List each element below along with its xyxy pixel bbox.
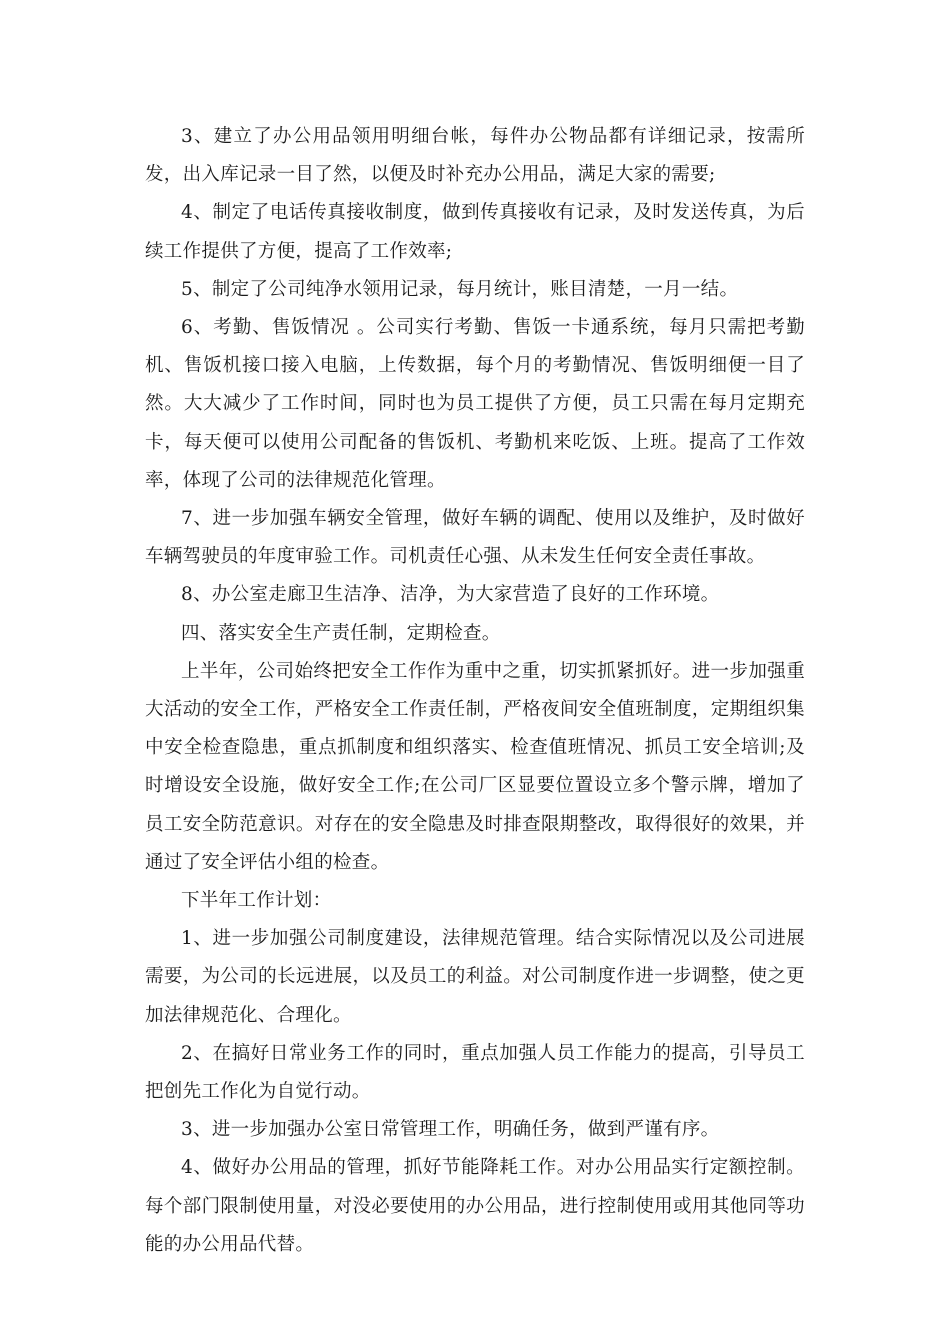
paragraph-item-7-vehicles: 7、进一步加强车辆安全管理，做好车辆的调配、使用以及维护，及时做好车辆驾驶员的年度审验工作。司机责任心强、从未发生任何安全责任事故。 xyxy=(145,508,805,568)
plan-item-2: 2、在搞好日常业务工作的同时，重点加强人员工作能力的提高，引导员工把创先工作化为自觉行动。 xyxy=(145,1042,805,1103)
plan-item-1: 1、进一步加强公司制度建设，法律规范管理。结合实际情况以及公司进展需要，为公司的长远进展，以及员工的利益。对公司制度作进一步调整，使之更加法律规范化、合理化。 xyxy=(145,928,805,1026)
paragraph-item-4-fax: 4、制定了电话传真接收制度，做到传真接收有记录，及时发送传真，为后续工作提供了方便，提高了工作效率; xyxy=(145,202,805,262)
paragraph-item-6-attendance: 6、考勤、售饭情况 。公司实行考勤、售饭一卡通系统，每月只需把考勤机、售饭机接口接入电脑，上传数据，每个月的考勤情况、售饭明细便一目了然。大大减少了工作时间，同时也为员工提供了方便，员工只需在每月定期充卡，每天便可以使用公司配备的售饭机、考勤机来吃饭、上班。提高了工作效率，体现了公司的法律规范化管理。 xyxy=(145,317,805,491)
paragraph-item-8-hygiene: 8、办公室走廊卫生洁净、洁净，为大家营造了良好的工作环境。 xyxy=(181,584,720,606)
plan-item-4: 4、做好办公用品的管理，抓好节能降耗工作。对办公用品实行定额控制。每个部门限制使用量，对没必要使用的办公用品，进行控制使用或用其他同等功能的办公用品代替。 xyxy=(145,1157,805,1255)
document-body xyxy=(145,118,805,1264)
section-heading-plan: 下半年工作计划： xyxy=(181,890,332,912)
paragraph-item-5-water: 5、制定了公司纯净水领用记录，每月统计，账目清楚，一月一结。 xyxy=(181,278,739,300)
paragraph-safety-summary: 上半年，公司始终把安全工作作为重中之重，切实抓紧抓好。进一步加强重大活动的安全工作，严格安全工作责任制，严格夜间安全值班制度，定期组织集中安全检查隐患，重点抓制度和组织落实、检查值班情况、抓员工安全培训;及时增设安全设施，做好安全工作;在公司厂区显要位置设立多个警示牌，增加了员工安全防范意识。对存在的安全隐患及时排查限期整改，取得很好的效果，并通过了安全评估小组的检查。 xyxy=(145,660,805,873)
section-heading-safety: 四、落实安全生产责任制，定期检查。 xyxy=(181,622,501,644)
plan-item-3: 3、进一步加强办公室日常管理工作，明确任务，做到严谨有序。 xyxy=(181,1119,720,1141)
paragraph-item-3-ledger: 3、建立了办公用品领用明细台帐，每件办公物品都有详细记录，按需所发，出入库记录一目了然，以便及时补充办公用品，满足大家的需要; xyxy=(145,126,805,186)
